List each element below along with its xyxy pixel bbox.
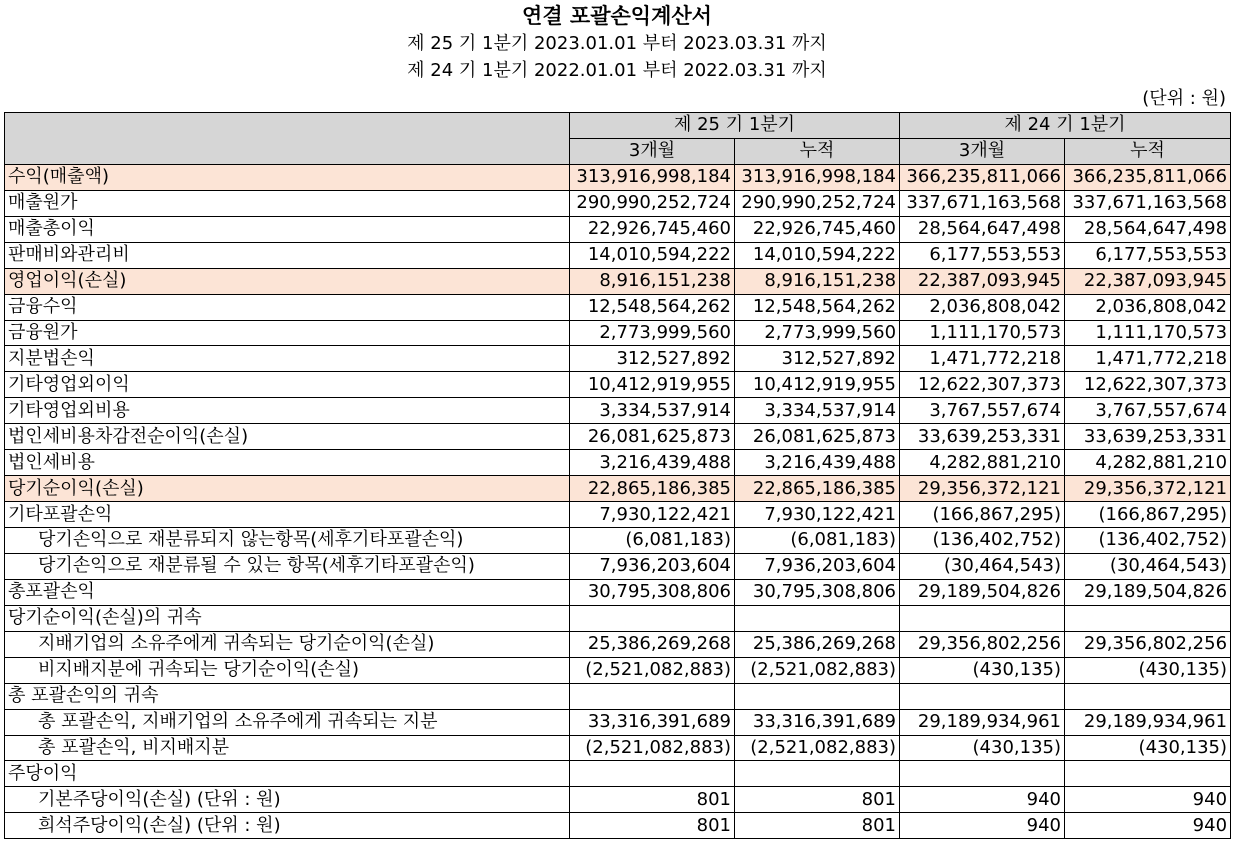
period-current: 제 25 기 1분기 2023.01.01 부터 2023.03.31 까지	[407, 33, 827, 54]
prior-cumulative-value: (30,464,543)	[1065, 553, 1231, 579]
prior-cumulative-value	[1065, 605, 1231, 631]
row-label: 금융수익	[5, 294, 570, 320]
prior-cumulative-value: 3,767,557,674	[1065, 398, 1231, 424]
table-row	[5, 813, 1231, 839]
prior-cumulative-value: 28,564,647,498	[1065, 216, 1231, 242]
current-3m-value: 14,010,594,222	[570, 242, 735, 268]
prior-cumulative-value: 12,622,307,373	[1065, 372, 1231, 398]
current-3m-value: 290,990,252,724	[570, 190, 735, 216]
table-row	[5, 709, 1231, 735]
current-3m-value: 8,916,151,238	[570, 268, 735, 294]
table-row	[5, 424, 1231, 450]
current-3m-value: 312,527,892	[570, 346, 735, 372]
current-3m-value: 3,216,439,488	[570, 450, 735, 476]
prior-cumulative-value: 33,639,253,331	[1065, 424, 1231, 450]
current-cumulative-value: 7,930,122,421	[735, 502, 900, 528]
current-cumulative-value: 22,926,745,460	[735, 216, 900, 242]
current-3m-value: 7,930,122,421	[570, 502, 735, 528]
row-label: 총 포괄손익의 귀속	[5, 683, 570, 709]
row-label: 지분법손익	[5, 346, 570, 372]
table-row	[5, 735, 1231, 761]
prior-3m-value: 6,177,553,553	[900, 242, 1065, 268]
prior-3m-value: 366,235,811,066	[900, 164, 1065, 190]
row-label: 수익(매출액)	[5, 164, 570, 190]
header-current-cumulative: 누적	[735, 138, 900, 164]
prior-3m-value	[900, 605, 1065, 631]
current-3m-value: 10,412,919,955	[570, 372, 735, 398]
statement-title: 연결 포괄손익계산서	[522, 4, 712, 28]
prior-cumulative-value: 29,189,934,961	[1065, 709, 1231, 735]
prior-cumulative-value: 29,356,802,256	[1065, 631, 1231, 657]
table-row	[5, 294, 1231, 320]
header-account-cell	[5, 113, 570, 165]
current-cumulative-value: 2,773,999,560	[735, 320, 900, 346]
row-label: 법인세비용차감전순이익(손실)	[5, 424, 570, 450]
current-3m-value: 12,548,564,262	[570, 294, 735, 320]
current-cumulative-value	[735, 683, 900, 709]
prior-3m-value: 940	[900, 787, 1065, 813]
prior-cumulative-value: 1,471,772,218	[1065, 346, 1231, 372]
prior-cumulative-value: 940	[1065, 813, 1231, 839]
prior-3m-value: (166,867,295)	[900, 502, 1065, 528]
table-row	[5, 398, 1231, 424]
current-cumulative-value: (6,081,183)	[735, 528, 900, 554]
current-cumulative-value: 14,010,594,222	[735, 242, 900, 268]
prior-cumulative-value: 366,235,811,066	[1065, 164, 1231, 190]
row-label: 주당이익	[5, 761, 570, 787]
row-label: 총 포괄손익, 지배기업의 소유주에게 귀속되는 지분	[5, 709, 570, 735]
current-cumulative-value: 3,216,439,488	[735, 450, 900, 476]
prior-cumulative-value: 337,671,163,568	[1065, 190, 1231, 216]
income-statement-table	[4, 112, 1231, 839]
row-label: 당기손익으로 재분류되지 않는항목(세후기타포괄손익)	[5, 528, 570, 554]
current-3m-value: (2,521,082,883)	[570, 735, 735, 761]
prior-3m-value: 22,387,093,945	[900, 268, 1065, 294]
current-3m-value: 313,916,998,184	[570, 164, 735, 190]
prior-3m-value: 33,639,253,331	[900, 424, 1065, 450]
header-prior-3m: 3개월	[900, 138, 1065, 164]
current-3m-value: 7,936,203,604	[570, 553, 735, 579]
table-row	[5, 320, 1231, 346]
prior-3m-value: 4,282,881,210	[900, 450, 1065, 476]
current-cumulative-value: 33,316,391,689	[735, 709, 900, 735]
current-cumulative-value	[735, 761, 900, 787]
prior-3m-value: 337,671,163,568	[900, 190, 1065, 216]
period-prior: 제 24 기 1분기 2022.01.01 부터 2022.03.31 까지	[407, 60, 827, 81]
header-current-period: 제 25 기 1분기	[570, 113, 900, 139]
current-3m-value: 26,081,625,873	[570, 424, 735, 450]
current-cumulative-value: 3,334,537,914	[735, 398, 900, 424]
current-3m-value: 801	[570, 813, 735, 839]
prior-3m-value: 3,767,557,674	[900, 398, 1065, 424]
prior-cumulative-value: 6,177,553,553	[1065, 242, 1231, 268]
row-label: 매출총이익	[5, 216, 570, 242]
prior-3m-value: 12,622,307,373	[900, 372, 1065, 398]
current-cumulative-value: 22,865,186,385	[735, 476, 900, 502]
table-row	[5, 164, 1231, 190]
prior-cumulative-value: 1,111,170,573	[1065, 320, 1231, 346]
prior-3m-value: 29,356,802,256	[900, 631, 1065, 657]
table-body	[5, 164, 1231, 838]
current-3m-value: 22,926,745,460	[570, 216, 735, 242]
table-row	[5, 553, 1231, 579]
unit-label: (단위 : 원)	[1142, 88, 1226, 109]
row-label: 비지배지분에 귀속되는 당기순이익(손실)	[5, 657, 570, 683]
current-cumulative-value: 8,916,151,238	[735, 268, 900, 294]
header-current-3m: 3개월	[570, 138, 735, 164]
table-row	[5, 190, 1231, 216]
current-cumulative-value: 313,916,998,184	[735, 164, 900, 190]
prior-cumulative-value: 2,036,808,042	[1065, 294, 1231, 320]
current-3m-value: 801	[570, 787, 735, 813]
current-cumulative-value: 801	[735, 787, 900, 813]
current-3m-value: 30,795,308,806	[570, 579, 735, 605]
current-3m-value: 33,316,391,689	[570, 709, 735, 735]
row-label: 매출원가	[5, 190, 570, 216]
table-row	[5, 450, 1231, 476]
prior-cumulative-value	[1065, 683, 1231, 709]
header-prior-cumulative: 누적	[1065, 138, 1231, 164]
row-label: 금융원가	[5, 320, 570, 346]
table-row	[5, 216, 1231, 242]
current-cumulative-value: (2,521,082,883)	[735, 657, 900, 683]
row-label: 기타영업외이익	[5, 372, 570, 398]
prior-3m-value	[900, 683, 1065, 709]
prior-3m-value	[900, 761, 1065, 787]
current-cumulative-value	[735, 605, 900, 631]
current-cumulative-value: 10,412,919,955	[735, 372, 900, 398]
table-row	[5, 346, 1231, 372]
prior-3m-value: 28,564,647,498	[900, 216, 1065, 242]
prior-3m-value: 1,471,772,218	[900, 346, 1065, 372]
table-row	[5, 476, 1231, 502]
current-cumulative-value: 801	[735, 813, 900, 839]
prior-cumulative-value: 4,282,881,210	[1065, 450, 1231, 476]
table-row	[5, 761, 1231, 787]
table-row	[5, 242, 1231, 268]
current-3m-value: 3,334,537,914	[570, 398, 735, 424]
table-row	[5, 502, 1231, 528]
prior-3m-value: (430,135)	[900, 735, 1065, 761]
current-3m-value	[570, 761, 735, 787]
current-cumulative-value: (2,521,082,883)	[735, 735, 900, 761]
current-3m-value: (6,081,183)	[570, 528, 735, 554]
prior-cumulative-value: (430,135)	[1065, 735, 1231, 761]
row-label: 판매비와관리비	[5, 242, 570, 268]
prior-cumulative-value: 22,387,093,945	[1065, 268, 1231, 294]
row-label: 법인세비용	[5, 450, 570, 476]
row-label: 총 포괄손익, 비지배지분	[5, 735, 570, 761]
prior-3m-value: 1,111,170,573	[900, 320, 1065, 346]
table-row	[5, 605, 1231, 631]
header-row-periods	[5, 113, 1231, 139]
table-row	[5, 787, 1231, 813]
current-cumulative-value: 25,386,269,268	[735, 631, 900, 657]
prior-cumulative-value: 29,356,372,121	[1065, 476, 1231, 502]
prior-3m-value: 29,189,934,961	[900, 709, 1065, 735]
prior-cumulative-value: 940	[1065, 787, 1231, 813]
prior-3m-value: (136,402,752)	[900, 528, 1065, 554]
current-cumulative-value: 26,081,625,873	[735, 424, 900, 450]
table-row	[5, 683, 1231, 709]
table-row	[5, 268, 1231, 294]
row-label: 기타포괄손익	[5, 502, 570, 528]
current-3m-value	[570, 683, 735, 709]
prior-cumulative-value: (430,135)	[1065, 657, 1231, 683]
prior-cumulative-value: 29,189,504,826	[1065, 579, 1231, 605]
prior-cumulative-value: (136,402,752)	[1065, 528, 1231, 554]
prior-3m-value: 29,356,372,121	[900, 476, 1065, 502]
table-row	[5, 657, 1231, 683]
current-cumulative-value: 7,936,203,604	[735, 553, 900, 579]
row-label: 희석주당이익(손실) (단위 : 원)	[5, 813, 570, 839]
row-label: 당기순이익(손실)	[5, 476, 570, 502]
row-label: 영업이익(손실)	[5, 268, 570, 294]
current-3m-value: (2,521,082,883)	[570, 657, 735, 683]
prior-cumulative-value	[1065, 761, 1231, 787]
prior-3m-value: (430,135)	[900, 657, 1065, 683]
table-row	[5, 631, 1231, 657]
current-3m-value: 2,773,999,560	[570, 320, 735, 346]
prior-cumulative-value: (166,867,295)	[1065, 502, 1231, 528]
table-row	[5, 528, 1231, 554]
row-label: 당기손익으로 재분류될 수 있는 항목(세후기타포괄손익)	[5, 553, 570, 579]
row-label: 지배기업의 소유주에게 귀속되는 당기순이익(손실)	[5, 631, 570, 657]
header-prior-period: 제 24 기 1분기	[900, 113, 1231, 139]
current-cumulative-value: 312,527,892	[735, 346, 900, 372]
row-label: 기타영업외비용	[5, 398, 570, 424]
row-label: 총포괄손익	[5, 579, 570, 605]
prior-3m-value: (30,464,543)	[900, 553, 1065, 579]
current-cumulative-value: 12,548,564,262	[735, 294, 900, 320]
current-3m-value: 25,386,269,268	[570, 631, 735, 657]
row-label: 당기순이익(손실)의 귀속	[5, 605, 570, 631]
row-label: 기본주당이익(손실) (단위 : 원)	[5, 787, 570, 813]
current-3m-value	[570, 605, 735, 631]
prior-3m-value: 940	[900, 813, 1065, 839]
table-row	[5, 372, 1231, 398]
current-cumulative-value: 290,990,252,724	[735, 190, 900, 216]
prior-3m-value: 29,189,504,826	[900, 579, 1065, 605]
current-3m-value: 22,865,186,385	[570, 476, 735, 502]
current-cumulative-value: 30,795,308,806	[735, 579, 900, 605]
table-row	[5, 579, 1231, 605]
prior-3m-value: 2,036,808,042	[900, 294, 1065, 320]
